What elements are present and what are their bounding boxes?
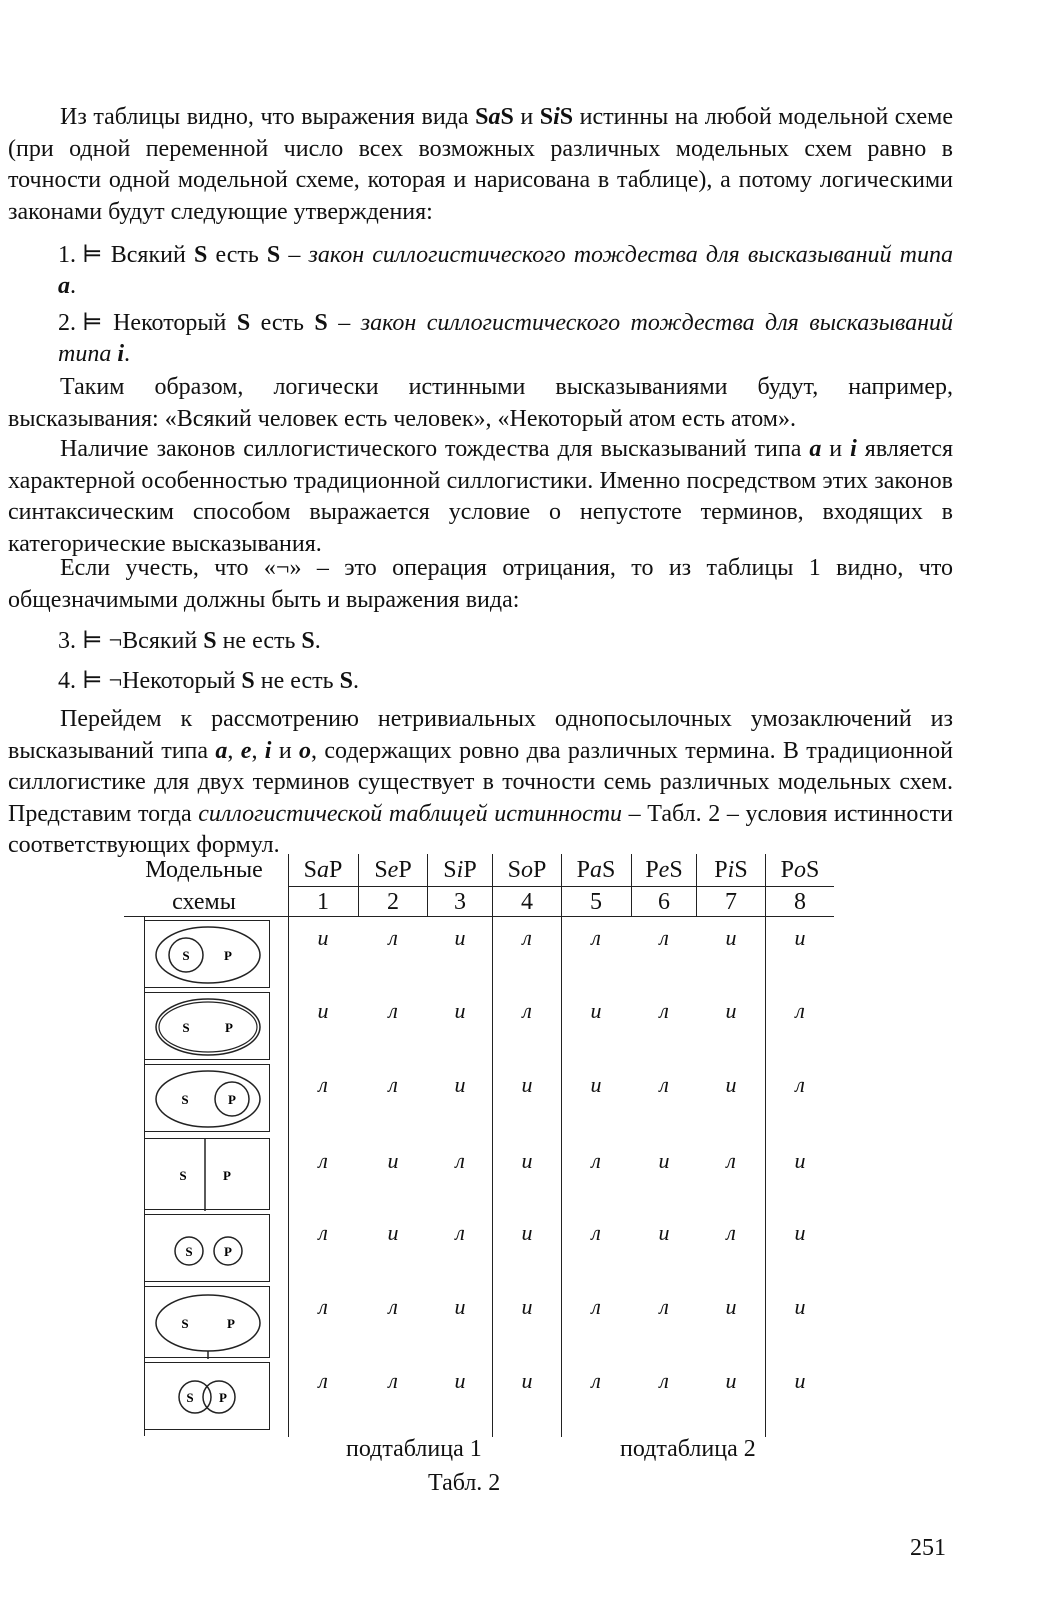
truth-value-cell: л xyxy=(795,998,805,1023)
table-caption: Табл. 2 xyxy=(428,1470,501,1496)
column-header-formula: SaP xyxy=(303,857,343,883)
scheme-label-p: P xyxy=(227,1316,235,1331)
truth-value-cell: л xyxy=(726,1148,736,1173)
column-header-formula: PiS xyxy=(714,857,748,883)
column-divider xyxy=(696,854,697,916)
scheme-label-s: S xyxy=(182,1020,190,1035)
column-header-number: 5 xyxy=(590,889,602,915)
truth-value-cell: и xyxy=(454,1368,466,1393)
column-header-formula: SoP xyxy=(507,857,547,883)
column-header-number: 6 xyxy=(658,889,670,915)
subtable-divider xyxy=(765,854,766,1437)
column-divider xyxy=(427,854,428,916)
truth-value-cell: и xyxy=(454,1072,466,1097)
truth-value-cell: и xyxy=(794,1294,806,1319)
model-scheme-4 xyxy=(144,1138,270,1210)
column-header-formula: SeP xyxy=(374,857,412,883)
law-item-2: 2. ⊨ Некоторый S есть S – закон силлогистического тождества для высказываний типа i. xyxy=(58,310,954,367)
column-header-formula: SiP xyxy=(443,857,477,883)
truth-value-cell: л xyxy=(591,1294,601,1319)
truth-value-cell: л xyxy=(591,925,601,950)
law-item-1: 1. ⊨ Всякий S есть S – закон силлогистического тождества для высказываний типа a. xyxy=(58,242,954,299)
model-scheme-2 xyxy=(144,992,270,1060)
paragraph-3: Наличие законов силлогистического тождества для высказываний типа a и i является характерной особенностью традиционной силлогистики. Именно посредством этих законов синтаксическим способом выражается условие о непустоте терминов, входящих в категорические высказывания. xyxy=(8,436,953,557)
truth-value-cell: и xyxy=(794,1148,806,1173)
truth-value-cell: л xyxy=(659,998,669,1023)
truth-value-cell: и xyxy=(454,925,466,950)
truth-value-cell: л xyxy=(591,1220,601,1245)
scheme-label-p: P xyxy=(225,1020,233,1035)
truth-value-cell: и xyxy=(521,1294,533,1319)
truth-value-cell: и xyxy=(658,1220,670,1245)
truth-value-cell: л xyxy=(522,925,532,950)
truth-value-cell: л xyxy=(318,1294,328,1319)
truth-value-cell: и xyxy=(521,1368,533,1393)
subtable-2-label: подтаблица 2 xyxy=(620,1436,756,1462)
model-scheme-1 xyxy=(144,920,270,988)
scheme-label-s: S xyxy=(181,1092,189,1107)
column-divider xyxy=(288,854,289,1437)
law-item-4: 4. ⊨ ¬Некоторый S не есть S. xyxy=(58,668,359,694)
scheme-label-s: S xyxy=(181,1316,189,1331)
truth-value-cell: и xyxy=(454,998,466,1023)
truth-value-cell: л xyxy=(455,1148,465,1173)
column-header-number: 3 xyxy=(454,889,466,915)
header-model-schemes-1: Модельные xyxy=(145,857,263,883)
truth-value-cell: и xyxy=(521,1072,533,1097)
truth-value-cell: л xyxy=(388,1072,398,1097)
law-item-3: 3. ⊨ ¬Всякий S не есть S. xyxy=(58,628,321,654)
column-divider xyxy=(631,854,632,916)
header-bottom-rule xyxy=(124,916,834,917)
column-header-number: 2 xyxy=(387,889,399,915)
truth-value-cell: л xyxy=(659,925,669,950)
truth-value-cell: и xyxy=(590,1072,602,1097)
truth-value-cell: л xyxy=(795,1072,805,1097)
column-header-number: 8 xyxy=(794,889,806,915)
truth-value-cell: л xyxy=(659,1368,669,1393)
paragraph-4: Если учесть, что «¬» – это операция отрицания, то из таблицы 1 видно, что общезначимыми должны быть и выражения вида: xyxy=(8,555,953,613)
truth-value-cell: л xyxy=(318,1220,328,1245)
truth-value-cell: л xyxy=(388,1368,398,1393)
truth-value-cell: и xyxy=(454,1294,466,1319)
scheme-label-p: P xyxy=(228,1092,236,1107)
model-scheme-3 xyxy=(144,1064,270,1132)
column-header-formula: PoS xyxy=(780,857,820,883)
scheme-label-s: S xyxy=(186,1390,194,1405)
truth-value-cell: л xyxy=(659,1294,669,1319)
truth-value-cell: л xyxy=(388,998,398,1023)
page-number: 251 xyxy=(910,1535,946,1561)
truth-value-cell: л xyxy=(318,1368,328,1393)
column-header-formula: PeS xyxy=(645,857,683,883)
model-scheme-5 xyxy=(144,1214,270,1282)
subtable-1-label: подтаблица 1 xyxy=(346,1436,482,1462)
scheme-label-p: P xyxy=(219,1390,227,1405)
column-header-number: 4 xyxy=(521,889,533,915)
truth-value-cell: л xyxy=(591,1148,601,1173)
model-scheme-6 xyxy=(144,1286,270,1358)
truth-value-cell: л xyxy=(388,1294,398,1319)
truth-value-cell: л xyxy=(455,1220,465,1245)
scheme-label-s: S xyxy=(179,1168,187,1183)
column-header-formula: PaS xyxy=(576,857,616,883)
header-model-schemes-2: схемы xyxy=(172,889,236,915)
truth-value-cell: л xyxy=(591,1368,601,1393)
column-header-number: 1 xyxy=(317,889,329,915)
column-header-number: 7 xyxy=(725,889,737,915)
truth-value-cell: и xyxy=(521,1148,533,1173)
paragraph-1: Из таблицы видно, что выражения вида SaS и SiS истинны на любой модельной схеме (при одной переменной число всех возможных различных модельных схем равно в точности одной модельной схеме, которая и нарисована в таблице), а потому логическими законами будут следующие утверждения: xyxy=(8,104,954,225)
truth-value-cell: л xyxy=(522,998,532,1023)
truth-value-cell: и xyxy=(725,925,737,950)
truth-value-cell: л xyxy=(318,1072,328,1097)
truth-value-cell: и xyxy=(387,1148,399,1173)
truth-value-cell: и xyxy=(794,1220,806,1245)
model-scheme-7 xyxy=(144,1362,270,1430)
truth-table xyxy=(124,850,839,1450)
column-divider xyxy=(358,854,359,916)
truth-value-cell: и xyxy=(725,1368,737,1393)
truth-value-cell: л xyxy=(726,1220,736,1245)
truth-value-cell: и xyxy=(725,1294,737,1319)
truth-value-cell: и xyxy=(317,998,329,1023)
scheme-label-p: P xyxy=(223,1168,231,1183)
truth-value-cell: л xyxy=(659,1072,669,1097)
truth-value-cell: и xyxy=(794,1368,806,1393)
truth-value-cell: и xyxy=(317,925,329,950)
scheme-label-s: S xyxy=(185,1244,193,1259)
truth-value-cell: и xyxy=(387,1220,399,1245)
paragraph-5: Перейдем к рассмотрению нетривиальных однопосылочных умозаключений из высказываний типа a, e, i и o, содержащих ровно два различных термина. В традиционной силлогистике для двух терминов существует в точности семь различных модельных схем. Представим тогда силлогистической таблицей истинности – Табл. 2 – условия истинности соответствующих формул. xyxy=(8,706,954,858)
truth-value-cell: и xyxy=(658,1148,670,1173)
column-divider xyxy=(561,854,562,1437)
scheme-label-p: P xyxy=(224,1244,232,1259)
truth-value-cell: л xyxy=(388,925,398,950)
truth-value-cell: и xyxy=(590,998,602,1023)
truth-value-cell: и xyxy=(725,1072,737,1097)
subtable-divider xyxy=(492,854,493,1437)
truth-value-cell: л xyxy=(318,1148,328,1173)
paragraph-2: Таким образом, логически истинными высказываниями будут, например, высказывания: «Всякий человек есть человек», «Некоторый атом есть атом». xyxy=(8,374,953,432)
truth-value-cell: и xyxy=(794,925,806,950)
scheme-label-s: S xyxy=(182,948,190,963)
truth-value-cell: и xyxy=(725,998,737,1023)
scheme-label-p: P xyxy=(224,948,232,963)
truth-value-cell: и xyxy=(521,1220,533,1245)
